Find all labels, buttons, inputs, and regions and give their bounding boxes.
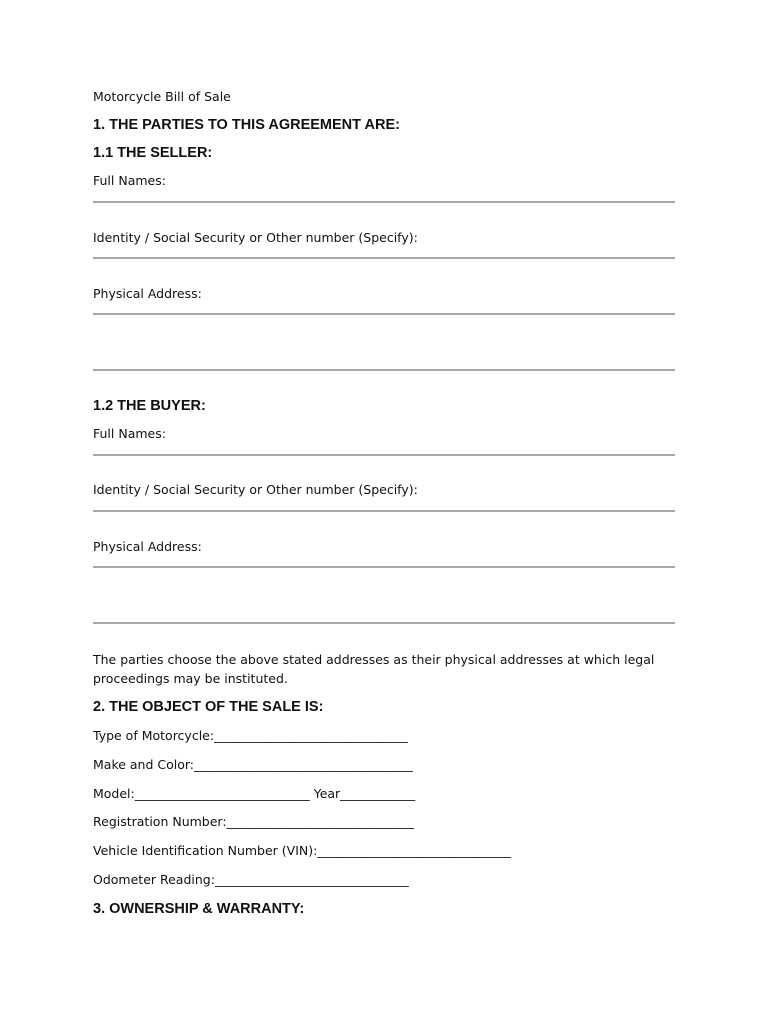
vin-field[interactable]: Vehicle Identification Number (VIN):_______________________________ — [93, 843, 512, 858]
addresses-note: The parties choose the above stated addresses as their physical addresses at which legal proceedings may be instituted. — [93, 652, 655, 686]
registration-number-field[interactable]: Registration Number:______________________________ — [93, 814, 415, 829]
type-of-motorcycle-field[interactable]: Type of Motorcycle:_______________________________ — [93, 728, 408, 743]
section-2-heading: 2. THE OBJECT OF THE SALE IS: — [93, 699, 324, 715]
buyer-heading: 1.2 THE BUYER: — [93, 398, 206, 414]
document-title: Motorcycle Bill of Sale — [93, 89, 231, 104]
model-year-field[interactable]: Model:____________________________ Year____________ — [93, 786, 416, 801]
seller-address-line-1[interactable] — [93, 313, 675, 315]
buyer-full-names-line[interactable] — [93, 454, 675, 456]
seller-address-line-2[interactable] — [93, 369, 675, 371]
seller-identity-label: Identity / Social Security or Other number (Specify): — [93, 230, 418, 245]
buyer-address-line-1[interactable] — [93, 566, 675, 568]
make-and-color-field[interactable]: Make and Color:___________________________________ — [93, 757, 413, 772]
section-3-heading: 3. OWNERSHIP & WARRANTY: — [93, 901, 305, 917]
seller-full-names-line[interactable] — [93, 201, 675, 203]
buyer-identity-line[interactable] — [93, 510, 675, 512]
buyer-address-line-2[interactable] — [93, 622, 675, 624]
seller-address-label: Physical Address: — [93, 286, 202, 301]
odometer-reading-field[interactable]: Odometer Reading:_______________________________ — [93, 872, 409, 887]
buyer-full-names-label: Full Names: — [93, 426, 166, 441]
section-1-heading: 1. THE PARTIES TO THIS AGREEMENT ARE: — [93, 117, 400, 133]
seller-identity-line[interactable] — [93, 257, 675, 259]
buyer-identity-label: Identity / Social Security or Other number (Specify): — [93, 482, 418, 497]
seller-heading: 1.1 THE SELLER: — [93, 145, 213, 161]
seller-full-names-label: Full Names: — [93, 173, 166, 188]
buyer-address-label: Physical Address: — [93, 539, 202, 554]
